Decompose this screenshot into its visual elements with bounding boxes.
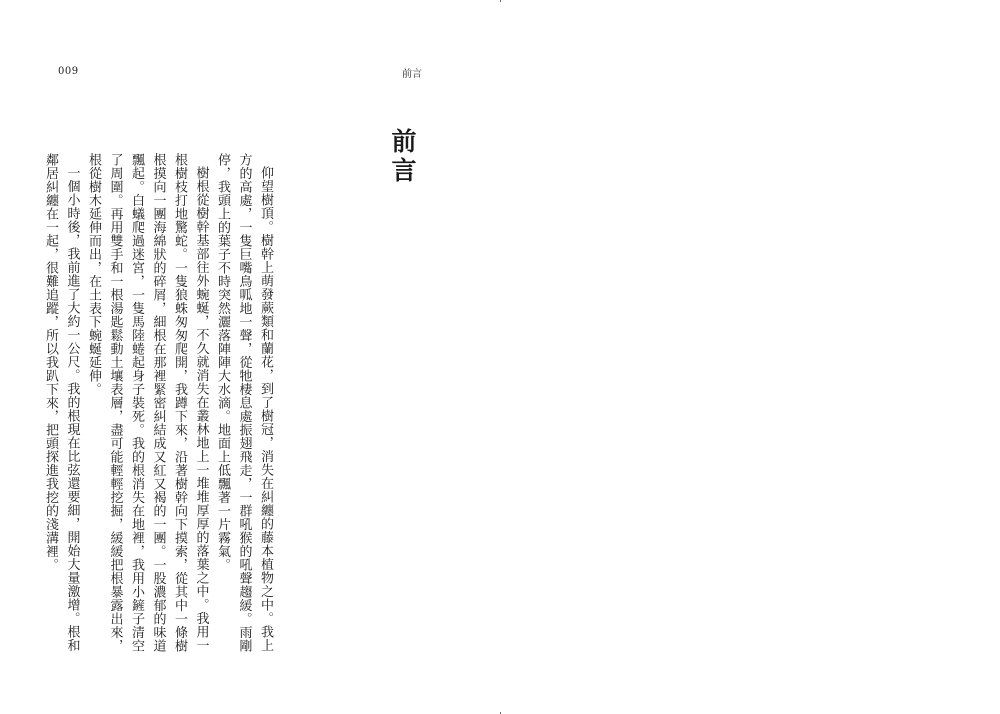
body-text — [40, 153, 277, 665]
paragraph: 樹根從樹幹基部往外蜿蜒，不久就消失在叢林地上一堆堆厚厚的落葉之中。我用一根樹枝打地驚蛇。一隻狼蛛匆匆爬開，我蹲下來，沿著樹幹向下摸索，從其中一條樹根摸向一團海綿狀的碎屑，細根在那裡緊密糾結成又紅又褐的一團。一股濃郁的味道飄起。白蟻爬過迷宮，一隻馬陸蜷起身子裝死。我的根消失在地裡，我用小鏟子清空了周圍。再用雙手和一根湯匙鬆動土壤表層，盡可能輕輕挖掘，緩緩把根暴露出來，根從樹木延伸而出，在土表下蜿蜒延伸。 — [86, 153, 209, 653]
paragraph: 一個小時後，我前進了大約一公尺。我的根現在比弦還要細，開始大量激增。根和鄰居糾纏在一起，很難追蹤，所以我趴下來，把頭探進我挖的淺溝裡。 — [43, 153, 80, 652]
running-header: 前言 — [402, 69, 422, 80]
paragraph: 仰望樹頂。樹幹上萌發蕨類和蘭花，到了樹冠，消失在糾纏的藤本植物之中。我上方的高處，一隻巨嘴鳥呱地一聲，從牠棲息處振翅飛走，一群吼猴的吼聲趨緩。雨剛停，我頭上的葉子不時突然灑落陣陣大水滴。地面上低飄著一片霧氣。 — [215, 153, 273, 653]
crop-mark-top — [500, 0, 501, 2]
page-number: 009 — [58, 66, 79, 77]
chapter-title: 前言 — [388, 128, 417, 186]
